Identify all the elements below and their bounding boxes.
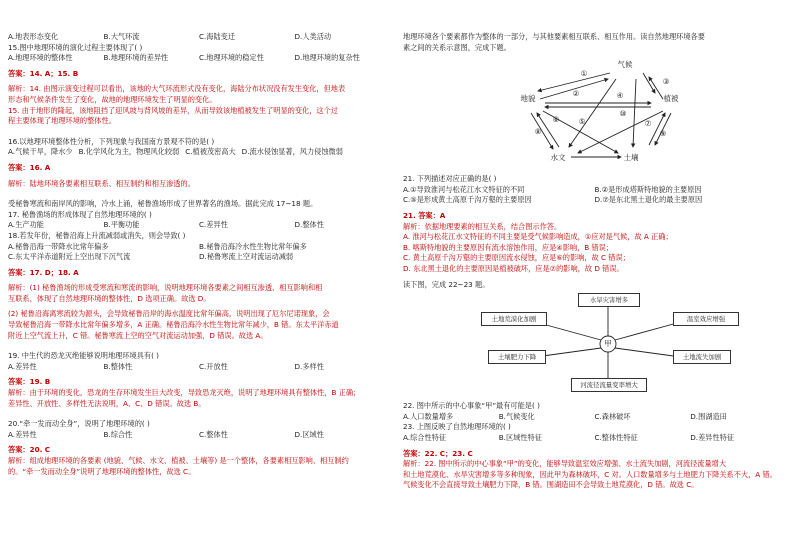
q22-option-b: B.气候变化 bbox=[498, 411, 535, 421]
explanation-19-cont: 差异性、开放性、多样性无法说明，A、C、D 错误。故选 B。 bbox=[8, 398, 206, 408]
intro-17-18: 受秘鲁寒流和南岸风的影响，冷水上涌，秘鲁渔场形成了世界著名的渔场。据此完成 17~18 题。 bbox=[8, 199, 318, 209]
explanation-21-d: D. 东北黑土退化的主要原因是植被破坏，应是⑦的影响，故 D 错误。 bbox=[403, 263, 624, 273]
q18-option-a: A.秘鲁沿海一带降水比常年偏多 bbox=[8, 241, 109, 251]
answer-22-23: 答案：22. C；23. C bbox=[403, 448, 473, 458]
q17-stem: 17. 秘鲁渔场的形成体现了自然地理环境的( ) bbox=[8, 209, 152, 219]
explanation-22-cont: 和土地荒漠化、水旱灾害增多等多种现象，因此甲为森林破坏，C 对。人口数量增多与土地肥力下降关系不大，A 错。 bbox=[403, 469, 777, 479]
answer-20: 答案：20. C bbox=[8, 445, 51, 455]
label-4: ④ bbox=[616, 91, 624, 101]
explanation-21-a: A. 淮河与松花江水文特征的不同主要是受气候影响造成，①应对是气候，故 A 正确； bbox=[403, 232, 673, 242]
explanation-18-end: 附近上空气流上升，C 错。秘鲁寒流上空的空气对流运动加强，D 错误。故选 A。 bbox=[8, 330, 268, 340]
q17-option-a: A.生产功能 bbox=[8, 220, 44, 230]
explanation-14: 解析：14. 由图示演变过程可以看出，该地的大气环流形式没有变化，海陆分布状况没有发生变化，但地表 bbox=[8, 84, 346, 94]
explanation-20: 解析：组成地理环境的各要素 (地貌、气候、水文、植被、土壤等) 是一个整体，各要素相互影响、相互制约 bbox=[8, 456, 349, 465]
q16-options bbox=[8, 147, 390, 158]
answer-16: 答案：16. A bbox=[8, 162, 51, 172]
explanation-14-cont: 形态和气候条件发生了变化，故地的地理环境发生了明显的变化。 bbox=[8, 94, 217, 104]
q18-option-d: D.秘鲁寒流上空对流运动减弱 bbox=[199, 252, 294, 262]
q16-option-d: D.流水侵蚀显著，风力侵蚀微弱 bbox=[241, 147, 343, 157]
central-event-diagram bbox=[403, 292, 786, 396]
intro-21: 地理环境各个要素都作为整体的一部分，与其他要素相互联系、相互作用。读自然地理环境各要 bbox=[403, 32, 705, 41]
label-7: ⑦ bbox=[644, 119, 652, 129]
explanation-21-c: C. 黄土高原千沟万壑的主要原因流水侵蚀，应是⑥的影响，故 C 错误； bbox=[403, 253, 630, 263]
q16-option-c: C.植被茂密高大 bbox=[185, 147, 236, 157]
q18-option-c: C.东太平洋赤道附近上空出现下沉气流 bbox=[8, 252, 131, 262]
q16-stem: 16.以地理环境整体性分析，下列现象与我国南方景观不符的是( ) bbox=[8, 136, 215, 146]
label-1: ① bbox=[580, 69, 588, 79]
q18-options-cd bbox=[8, 252, 390, 263]
center-event-jia: 甲 bbox=[604, 339, 612, 349]
box-runoff-variability: 河流径流量变率增大 bbox=[571, 378, 647, 392]
label-2: ② bbox=[572, 89, 580, 99]
intro-21-cont: 素之间的关系示意图，完成下题。 bbox=[403, 42, 511, 52]
explanation-18-cont: 导致秘鲁沿海一带降水比常年偏多增多，A 正确。秘鲁沿海冷水性生物比常年减少，B 错。东太平洋赤道 bbox=[8, 320, 339, 330]
q19-stem: 19. 中生代的恐龙灭绝能够说明地理环境具有( ) bbox=[8, 351, 159, 361]
q17-option-d: D.整体性 bbox=[294, 220, 324, 230]
q23-option-b: B.区域性特征 bbox=[498, 432, 542, 442]
q14-option-d: D.人类活动 bbox=[294, 32, 332, 41]
q18-options-ab bbox=[8, 242, 390, 253]
label-5: ⑤ bbox=[578, 117, 586, 127]
q21-options-ab bbox=[403, 185, 786, 196]
q19-option-a: A.差异性 bbox=[8, 361, 37, 371]
intro-22-23: 读下图，完成 22~23 题。 bbox=[403, 279, 490, 289]
q23-option-c: C.整体性特征 bbox=[594, 432, 638, 442]
q21-option-c: C.⑤是形成黄土高原千沟万壑的主要原因 bbox=[403, 195, 532, 205]
answer-21: 21. 答案：A bbox=[403, 210, 446, 220]
node-vegetation: 植被 bbox=[663, 94, 679, 104]
explanation-21-b: B. 喀斯特地貌的主要原因有流水溶蚀作用，应是④影响，B 错误； bbox=[403, 242, 614, 252]
q22-option-d: D.围湖造田 bbox=[690, 411, 727, 421]
q20-option-a: A.差异性 bbox=[8, 429, 37, 439]
box-soil-erosion: 土地流失加剧 bbox=[673, 350, 731, 364]
box-soil-fertility: 土壤肥力下降 bbox=[488, 350, 546, 364]
q19-option-c: C.开放性 bbox=[199, 361, 228, 371]
q21-option-b: B.②是形成塔斯特地貌的主要原因 bbox=[594, 184, 702, 194]
label-8: ⑧ bbox=[534, 127, 542, 137]
q15-stem: 15.图中地理环境的演化过程主要体现了( ) bbox=[8, 42, 143, 52]
explanation-22-end: 气候变化不会直接导致土壤肥力下降，B 错。围湖造田不会导致土地荒漠化，D 错。故选 C。 bbox=[403, 480, 699, 490]
relationship-arrows bbox=[403, 57, 786, 169]
q15-option-b: B.地理环境的差异性 bbox=[103, 53, 169, 63]
q18-stem: 18.若发年份，秘鲁沿海上升流减弱或消失，则会导致( ) bbox=[8, 230, 186, 240]
box-flood-drought: 水旱灾害增多 bbox=[578, 293, 640, 307]
box-greenhouse: 温室效应增强 bbox=[673, 312, 739, 326]
answer-17-18: 答案：17. D；18. A bbox=[8, 267, 79, 277]
explanation-15-cont: 程主要体现了地理环境的整体性。 bbox=[8, 116, 116, 126]
q15-option-c: C.地理环境的稳定性 bbox=[199, 53, 264, 63]
q21-option-d: D.⑦是东北黑土退化的最主要原因 bbox=[594, 195, 703, 205]
q22-option-c: C.森林破坏 bbox=[594, 411, 631, 421]
q15-option-d: D.地理环境的复杂性 bbox=[294, 53, 360, 63]
q15-options bbox=[8, 53, 390, 64]
q21-stem: 21. 下列描述对应正确的是( ) bbox=[403, 174, 497, 184]
q18-option-b: B.秘鲁沿海冷水性生物比常年偏多 bbox=[199, 241, 307, 251]
answer-14-15: 答案：14. A；15. B bbox=[8, 68, 79, 78]
right-column bbox=[403, 0, 786, 491]
node-hydrology: 水文 bbox=[550, 153, 566, 163]
label-9: ⑨ bbox=[659, 129, 667, 139]
explanation-17-cont: 互联系，体现了自然地理环境的整体性，D 选项正确。故选 D。 bbox=[8, 293, 211, 303]
explanation-20-cont: 的。“牵一发而动全身”说明了地理环境的整体性，故选 C。 bbox=[8, 466, 196, 476]
q14-option-c: C.海陆变迁 bbox=[199, 32, 236, 41]
node-soil: 土壤 bbox=[623, 153, 639, 163]
q14-option-a: A.地表形态变化 bbox=[8, 32, 59, 41]
q19-option-d: D.多样性 bbox=[294, 361, 324, 371]
q14-options bbox=[8, 32, 390, 43]
explanation-19: 解析：由于环境的变化，恐龙的生存环境发生巨大改变，导致恐龙灭绝，说明了地理环境具有整体性，B 正确； bbox=[8, 388, 361, 398]
box-desertification: 土地荒漠化加剧 bbox=[481, 312, 547, 326]
label-3: ③ bbox=[662, 77, 670, 87]
label-6: ⑥ bbox=[552, 115, 560, 125]
q23-option-a: A.综合性特征 bbox=[403, 432, 447, 442]
q20-option-b: B.综合性 bbox=[103, 429, 133, 439]
q16-option-b: B.化学风化为主，物理风化较弱 bbox=[78, 147, 180, 157]
q20-options bbox=[8, 430, 390, 441]
q20-stem: 20.“牵一发而动全身”，说明了地理环境的( ) bbox=[8, 419, 150, 429]
left-column bbox=[8, 0, 390, 477]
elements-relationship-diagram bbox=[403, 57, 786, 169]
q19-option-b: B.整体性 bbox=[103, 361, 133, 371]
explanation-21: 解析：依据地理要素的相互关系，结合图示作答。 bbox=[403, 221, 562, 231]
q15-option-a: A.地理环境的整体性 bbox=[8, 53, 73, 63]
answer-19: 答案：19. B bbox=[8, 377, 51, 387]
explanation-22: 解析：22. 图中所示的中心事象“甲”的变化，能够导致温室效应增强、水土流失加剧，河流径流量增大 bbox=[403, 459, 727, 469]
q22-option-a: A.人口数量增多 bbox=[403, 411, 454, 421]
q22-stem: 22. 图中所示的中心事象“甲”最有可能是( ) bbox=[403, 401, 540, 411]
q17-option-b: B.平衡功能 bbox=[103, 220, 140, 230]
node-climate: 气候 bbox=[617, 60, 633, 70]
explanation-18: (2) 秘鲁沿海离寒流较为源头，会导致秘鲁沿岸的海水温度比常年偏高，说明出现了厄尔尼诺现象，会 bbox=[8, 309, 330, 319]
q20-option-c: C.整体性 bbox=[199, 429, 228, 439]
q23-options bbox=[403, 433, 786, 444]
explanation-17: 解析：(1) 秘鲁渔场的形成受寒流和寒流的影响，说明地理环境各要素之间相互渗透、相互影响和相 bbox=[8, 283, 323, 293]
q14-option-b: B.大气环流 bbox=[103, 32, 140, 41]
explanation-15: 15. 由于地形的隆起，该地阻挡了迎风坡与背风坡的差异，从而导致该地植被发生了明显的变化，这个过 bbox=[8, 105, 338, 115]
q21-option-a: A.①导致淮河与松花江水文特征的不同 bbox=[403, 184, 525, 194]
q17-options bbox=[8, 220, 390, 231]
q23-stem: 23. 上图反映了自然地理环境的( ) bbox=[403, 422, 511, 432]
node-landform: 地貌 bbox=[520, 94, 536, 104]
q21-options-cd bbox=[403, 195, 786, 206]
q22-options bbox=[403, 412, 786, 423]
q16-option-a: A.气候干旱，降水少 bbox=[8, 147, 73, 157]
q20-option-d: D.区域性 bbox=[294, 429, 324, 439]
q17-option-c: C.差异性 bbox=[199, 220, 228, 230]
q19-options bbox=[8, 362, 390, 373]
label-10: ⑩ bbox=[619, 109, 627, 119]
q23-option-d: D.差异性特征 bbox=[690, 432, 735, 442]
explanation-16: 解析：陆地环境各要素相互联系、相互制约和相互渗透的。 bbox=[8, 178, 195, 188]
